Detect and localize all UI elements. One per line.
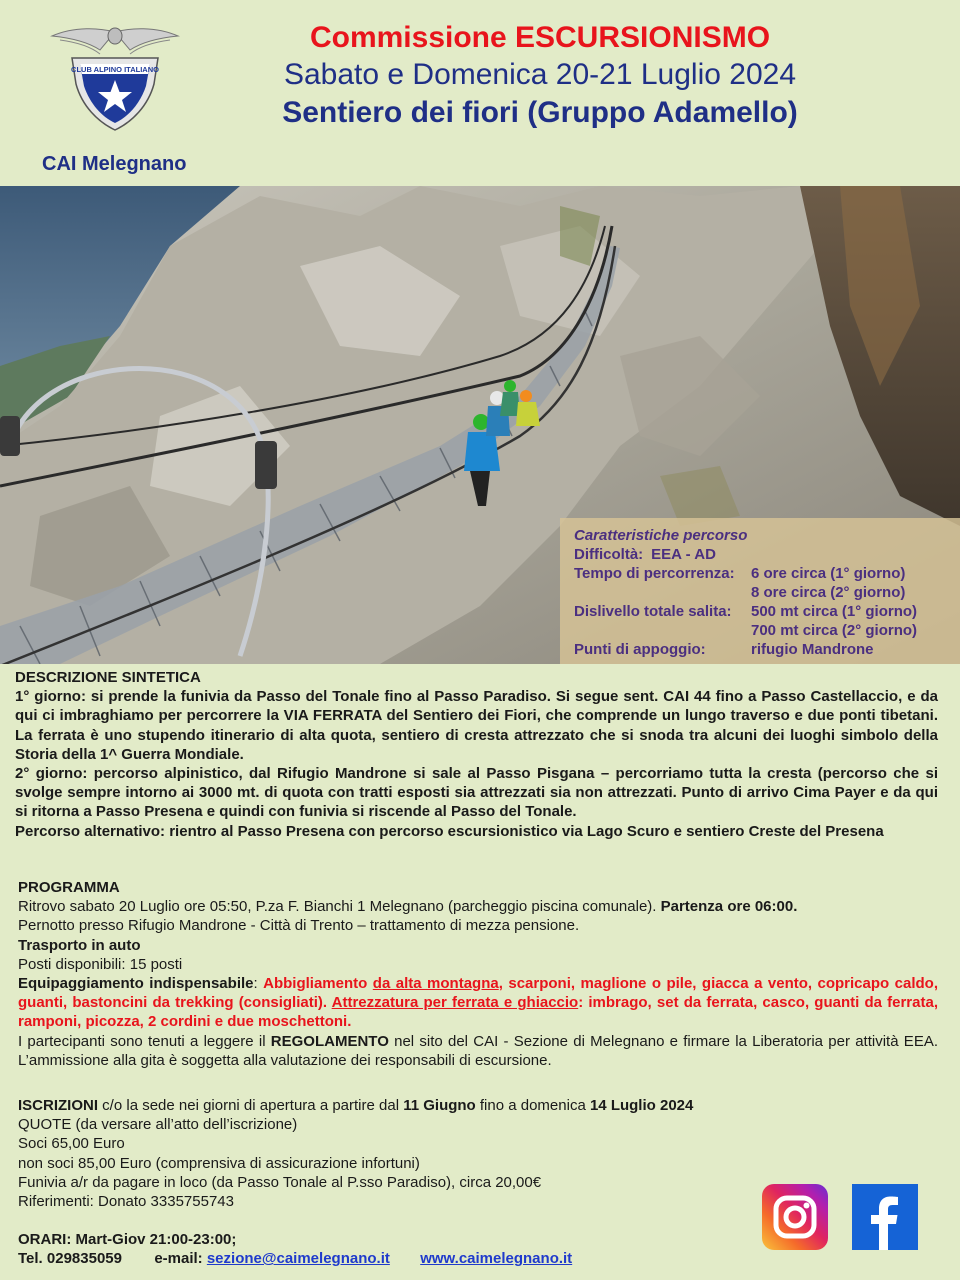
route-title: Sentiero dei fiori (Gruppo Adamello) bbox=[282, 96, 798, 129]
program-section bbox=[18, 878, 938, 1070]
website-link[interactable]: www.caimelegnano.it bbox=[420, 1250, 573, 1268]
program-seats: Posti disponibili: 15 posti bbox=[18, 955, 183, 973]
logo-text: CLUB ALPINO ITALIANO bbox=[71, 65, 159, 74]
difficulty-label: Difficoltà: bbox=[574, 546, 644, 563]
equipment-label: Equipaggiamento indispensabile bbox=[18, 975, 254, 993]
specs-difficulty-row bbox=[574, 545, 946, 564]
email-label: e-mail: bbox=[154, 1250, 207, 1268]
contact-reference: Riferimenti: Donato 3335755743 bbox=[18, 1193, 234, 1211]
support-label: Punti di appoggio: bbox=[574, 641, 706, 658]
specs-time-row-2 bbox=[574, 583, 946, 602]
program-meeting bbox=[18, 897, 938, 916]
specs-support-row bbox=[574, 640, 946, 659]
program-heading: PROGRAMMA bbox=[18, 879, 120, 896]
program-equipment: Equipaggiamento indispensabile: Abbigliamento da alta montagna, scarponi, maglione o pile, giacca a vento, copricapo caldo, guanti, bastoncini da trekking (consigliati). Attrezzatura per ferrata e ghiaccio: imbrago, set da ferrata, casco, guanti da ferrata, ramponi, picozza, 2 cordini e due moschettoni. bbox=[18, 975, 939, 1031]
program-overnight: Pernotto presso Rifugio Mandrone - Città di Trento – trattamento di mezza pensione. bbox=[18, 917, 580, 935]
registration-line: ISCRIZIONI c/o la sede nei giorni di apertura a partire dal 11 Giugno fino a domenica 14 Luglio 2024 bbox=[18, 1097, 694, 1114]
program-rules: I partecipanti sono tenuti a leggere il REGOLAMENTO nel sito del CAI - Sezione di Melegnano e firmare la Liberatoria per attività EEA. L’ammissione alla gita è soggetta alla valutazione dei responsabili di escursione. bbox=[18, 1032, 938, 1069]
fee-members: Soci 65,00 Euro bbox=[18, 1135, 125, 1153]
difficulty-value: EEA - AD bbox=[651, 546, 716, 563]
event-dates: Sabato e Domenica 20-21 Luglio 2024 bbox=[283, 58, 797, 91]
elevation-label: Dislivello totale salita: bbox=[574, 603, 732, 620]
footer-contacts bbox=[18, 1230, 818, 1268]
description-alternative: Percorso alternativo: rientro al Passo Presena con percorso escursionistico via Lago Scuro e sentiero Creste del Presena bbox=[15, 822, 884, 840]
rules-link-text: REGOLAMENTO bbox=[270, 1032, 389, 1050]
specs-title: Caratteristiche percorso bbox=[574, 527, 748, 544]
departure-time: Partenza ore 06:00. bbox=[660, 898, 798, 916]
title-block bbox=[180, 20, 900, 132]
meeting-text: Ritrovo sabato 20 Luglio ore 05:50, P.za F. Bianchi 1 Melegnano (parcheggio piscina comunale). bbox=[18, 898, 657, 916]
fee-non-members: non soci 85,00 Euro (comprensiva di assicurazione infortuni) bbox=[18, 1154, 420, 1172]
fee-cable-car: Funivia a/r da pagare in loco (da Passo Tonale al P.sso Paradiso), circa 20,00€ bbox=[18, 1173, 542, 1191]
specs-time-row bbox=[574, 564, 946, 583]
cai-logo bbox=[50, 22, 180, 134]
description-day1: 1° giorno: si prende la funivia da Passo del Tonale fino al Passo Paradiso. Si segue sent. CAI 44 fino a Passo Castellaccio, e da qui ci imbraghiamo per percorrere la VIA FERRATA del Sentiero dei Fiori, che comprende un lungo traverso e due ponti tibetani. La ferrata è uno stupendo itinerario di alta quota, sentiero di cresta attrezzato che si snoda tra alcuni dei luoghi simbolo della Storia della 1^ Guerra Mondiale. bbox=[15, 688, 938, 763]
program-transport: Trasporto in auto bbox=[18, 936, 141, 954]
contact-line bbox=[18, 1249, 818, 1268]
time-day1: 6 ore circa (1° giorno) bbox=[751, 565, 906, 582]
specs-elevation-row bbox=[574, 602, 946, 621]
section-name: CAI Melegnano bbox=[42, 153, 187, 175]
hero-photo bbox=[0, 186, 960, 664]
time-label: Tempo di percorrenza: bbox=[574, 565, 735, 582]
phone-number: Tel. 029835059 bbox=[18, 1250, 122, 1268]
route-specs-box bbox=[560, 518, 960, 664]
opening-hours: ORARI: Mart-Giov 21:00-23:00; bbox=[18, 1231, 237, 1248]
description-day2: 2° giorno: percorso alpinistico, dal Rifugio Mandrone si sale al Passo Pisgana – percorriamo tutta la cresta (percorso che si svolge sempre intorno ai 3000 mt. di quota con tratti esposti sia attrezzati sia non attrezzati. Punto di arrivo Cima Payer e da qui si ritorna a Passo Presena e quindi con funivia si riscende al Passo del Tonale. bbox=[15, 765, 938, 821]
instagram-icon[interactable] bbox=[762, 1184, 828, 1250]
facebook-icon[interactable] bbox=[852, 1184, 918, 1250]
commission-title: Commissione ESCURSIONISMO bbox=[309, 21, 771, 54]
email-link[interactable]: sezione@caimelegnano.it bbox=[206, 1250, 390, 1268]
description-section bbox=[15, 668, 938, 841]
header bbox=[0, 0, 960, 186]
description-heading: DESCRIZIONE SINTETICA bbox=[15, 669, 201, 686]
elevation-day1: 500 mt circa (1° giorno) bbox=[751, 603, 918, 620]
elevation-day2: 700 mt circa (2° giorno) bbox=[751, 622, 918, 639]
support-value: rifugio Mandrone bbox=[751, 641, 874, 658]
time-day2: 8 ore circa (2° giorno) bbox=[751, 584, 906, 601]
fees-heading: QUOTE (da versare all’atto dell’iscrizione) bbox=[18, 1116, 298, 1134]
specs-elevation-row-2 bbox=[574, 621, 946, 640]
